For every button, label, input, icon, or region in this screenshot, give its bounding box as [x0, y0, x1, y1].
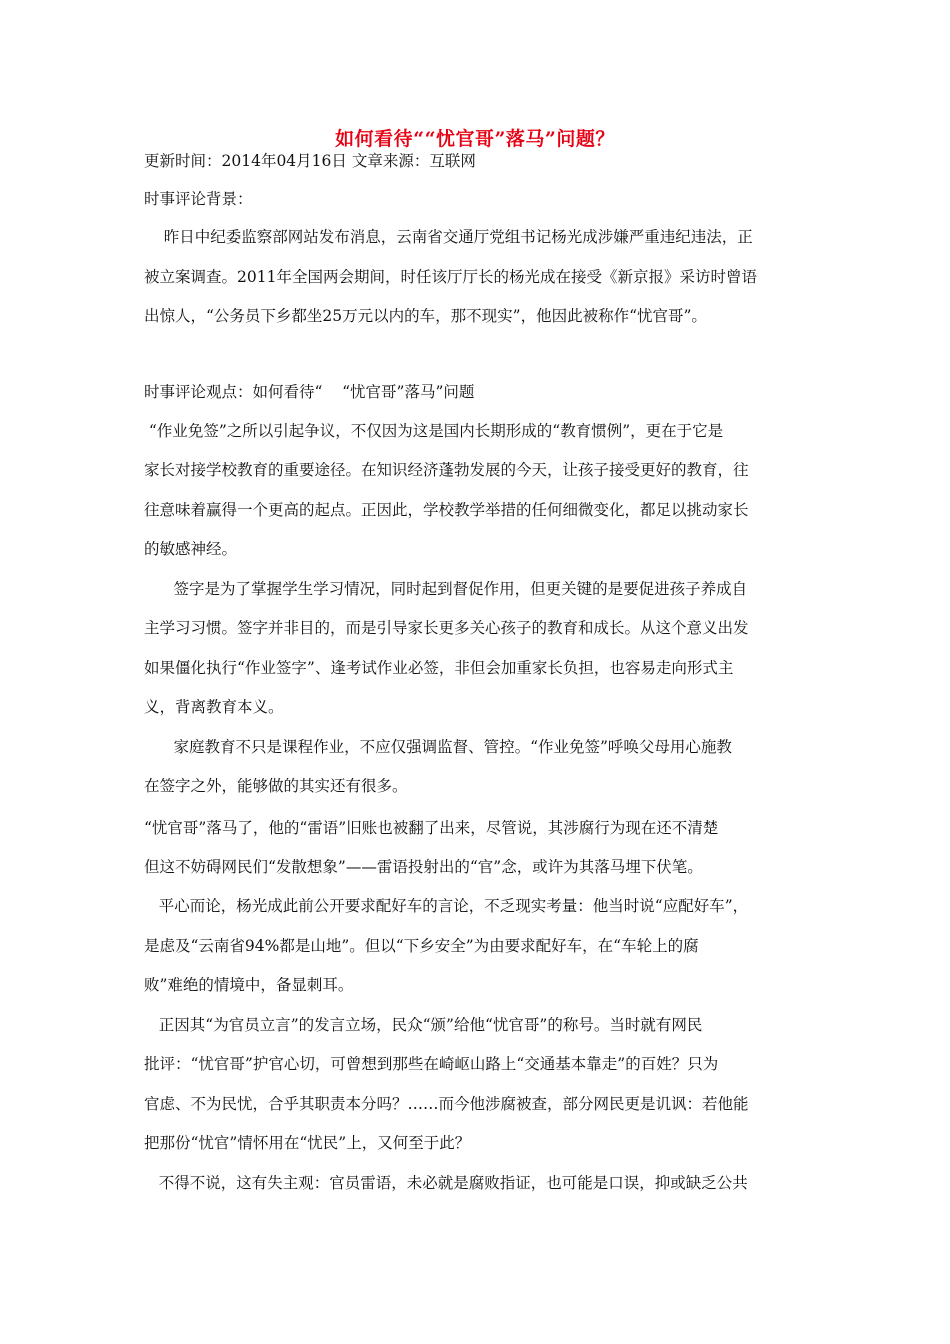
body-line: 不得不说，这有失主观：官员雷语，未必就是腐败指证，也可能是口误，抑或缺乏公共: [144, 1174, 748, 1192]
meta-line: 更新时间：2014年04月16日 文章来源：互联网: [144, 152, 476, 170]
body-line: 是虑及“云南省94%都是山地”。但以“下乡安全”为由要求配好车，在“车轮上的腐: [144, 937, 699, 955]
body-line: 家长对接学校教育的重要途径。在知识经济蓬勃发展的今天，让孩子接受更好的教育，往: [144, 461, 749, 479]
background-line-3: 出惊人，“公务员下乡都坐25万元以内的车，那不现实”，他因此被称作“忧官哥”。: [144, 307, 707, 325]
body-line: 主学习习惯。签字并非目的，而是引导家长更多关心孩子的教育和成长。从这个意义出发: [144, 619, 749, 637]
viewpoint-label: 时事评论观点：如何看待“ “忧官哥”落马”问题: [144, 383, 475, 401]
body-line: 往意味着赢得一个更高的起点。正因此，学校教学举措的任何细微变化，都足以挑动家长: [144, 501, 749, 519]
body-line: 平心而论，杨光成此前公开要求配好车的言论，不乏现实考量：他当时说“应配好车”，: [144, 897, 749, 915]
body-line: 签字是为了掌握学生学习情况，同时起到督促作用，但更关键的是要促进孩子养成自: [144, 580, 748, 598]
background-line-1: 昨日中纪委监察部网站发布消息，云南省交通厅党组书记杨光成涉嫌严重违纪违法，正: [144, 228, 753, 246]
body-line: “作业免签”之所以引起争议，不仅因为这是国内长期形成的“教育惯例”，更在于它是: [144, 422, 724, 440]
background-label: 时事评论背景：: [144, 190, 253, 208]
body-line: 败”难绝的情境中，备显刺耳。: [144, 976, 354, 994]
body-line: 正因其“为官员立言”的发言立场，民众“颁”给他“忧官哥”的称号。当时就有网民: [144, 1016, 703, 1034]
body-line: 官虑、不为民忧，合乎其职责本分吗？……而今他涉腐被查，部分网民更是讥讽：若他能: [144, 1095, 749, 1113]
body-line: 但这不妨碍网民们“发散想象”——雷语投射出的“官”念，或许为其落马埋下伏笔。: [144, 858, 703, 876]
body-line: 批评：“忧官哥”护官心切，可曾想到那些在崎岖山路上“交通基本靠走”的百姓？只为: [144, 1055, 719, 1073]
body-line: 的敏感神经。: [144, 540, 238, 558]
body-line: “忧官哥”落马了，他的“雷语”旧账也被翻了出来，尽管说，其涉腐行为现在还不清楚: [144, 819, 719, 837]
background-line-2: 被立案调查。2011年全国两会期间，时任该厅厅长的杨光成在接受《新京报》采访时曾语: [144, 268, 757, 286]
body-line: 家庭教育不只是课程作业，不应仅强调监督、管控。“作业免签”呼唤父母用心施教: [144, 738, 732, 756]
body-line: 义，背离教育本义。: [144, 698, 284, 716]
article-title: 如何看待““忧官哥”落马”问题？: [335, 128, 615, 150]
body-line: 在签字之外，能够做的其实还有很多。: [144, 777, 408, 795]
body-line: 把那份“忧官”情怀用在“忧民”上，又何至于此？: [144, 1134, 471, 1152]
body-line: 如果僵化执行“作业签字”、逢考试作业必签，非但会加重家长负担，也容易走向形式主: [144, 659, 734, 677]
